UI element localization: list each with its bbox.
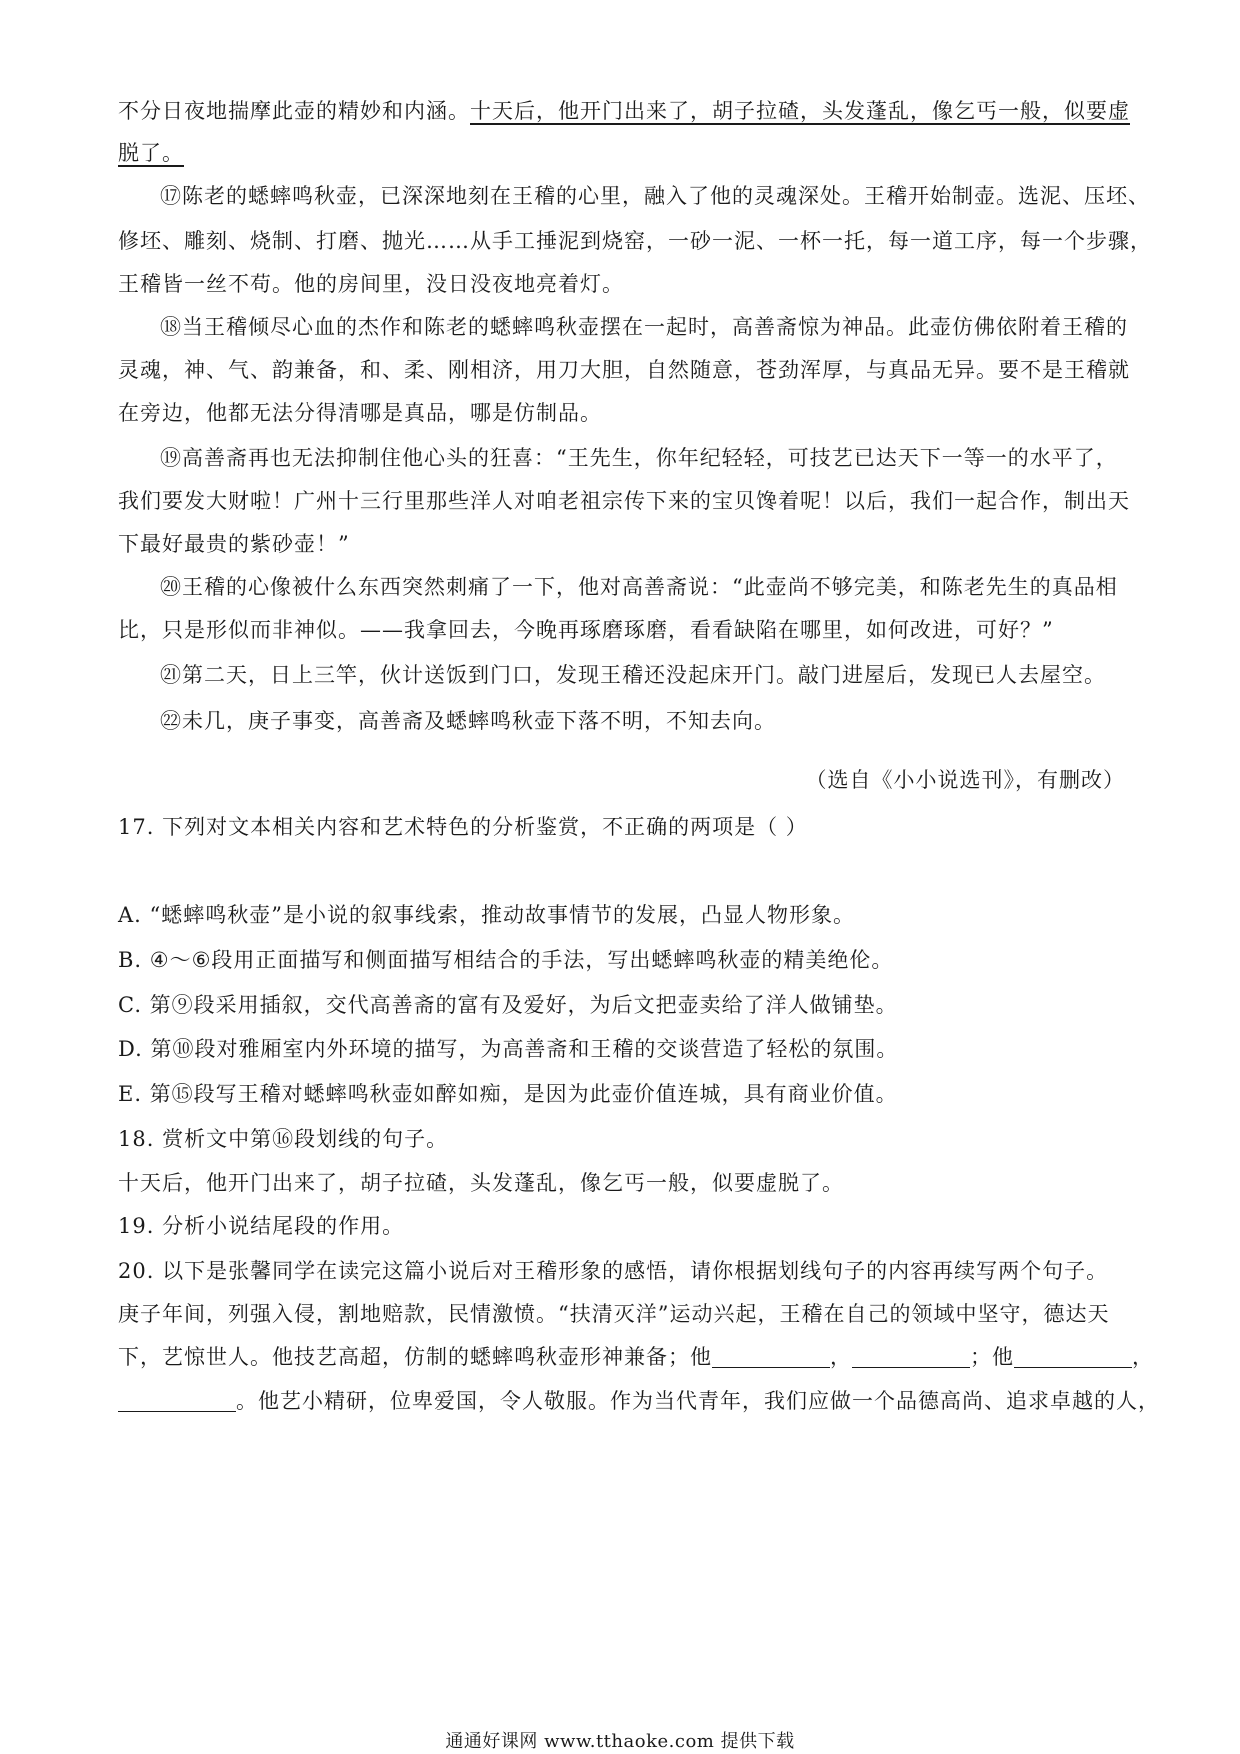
question-20-line bbox=[118, 1342, 1154, 1372]
passage-line bbox=[118, 138, 1128, 168]
passage-text: 不分日夜地揣摩此壶的精妙和内涵。 bbox=[118, 99, 470, 123]
paragraph-18-line: 在旁边，他都无法分得清哪是真品，哪是仿制品。 bbox=[118, 401, 602, 425]
paragraph-17-line: 王稽皆一丝不苟。他的房间里，没日没夜地亮着灯。 bbox=[118, 272, 624, 296]
question-20-text: ， bbox=[1132, 1345, 1154, 1369]
paragraph-19-line: ⑲高善斋再也无法抑制住他心头的狂喜：“王先生，你年纪轻轻，可技艺已达天下一等一的水平了， bbox=[160, 446, 1118, 470]
paragraph-21: ㉑第二天，日上三竿，伙计送饭到门口，发现王稽还没起床开门。敲门进屋后，发现已人去屋空。 bbox=[160, 663, 1106, 687]
underlined-sentence: 十天后，他开门出来了，胡子拉碴，头发蓬乱，像乞丐一般，似要虚 bbox=[470, 99, 1130, 123]
paragraph-17-line: ⑰陈老的蟋蟀鸣秋壶，已深深地刻在王稽的心里，融入了他的灵魂深处。王稽开始制壶。选泥、压坯、 bbox=[160, 184, 1150, 208]
question-18-stem: 18. 赏析文中第⑯段划线的句子。 bbox=[118, 1127, 449, 1151]
answer-blank[interactable] bbox=[852, 1365, 970, 1368]
passage-line bbox=[118, 96, 1128, 126]
question-20-stem: 20. 以下是张馨同学在读完这篇小说后对王稽形象的感悟，请你根据划线句子的内容再续写两个句子。 bbox=[118, 1259, 1109, 1283]
answer-blank[interactable] bbox=[118, 1409, 236, 1412]
paragraph-20-line: ⑳王稽的心像被什么东西突然刺痛了一下，他对高善斋说：“此壶尚不够完美，和陈老先生的真品相 bbox=[160, 575, 1118, 599]
question-20-line: 庚子年间，列强入侵，割地赔款，民情激愤。“扶清灭洋”运动兴起，王稽在自己的领域中坚守，德达天 bbox=[118, 1302, 1110, 1326]
question-20-text: ；他 bbox=[970, 1345, 1014, 1369]
question-17-option-d: D. 第⑩段对雅厢室内外环境的描写，为高善斋和王稽的交谈营造了轻松的氛围。 bbox=[118, 1037, 899, 1061]
paragraph-18-line: 灵魂，神、气、韵兼备，和、柔、刚相济，用刀大胆，自然随意，苍劲浑厚，与真品无异。要不是王稽就 bbox=[118, 358, 1130, 382]
paragraph-19-line: 我们要发大财啦！广州十三行里那些洋人对咱老祖宗传下来的宝贝馋着呢！以后，我们一起合作，制出天 bbox=[118, 489, 1130, 513]
question-17-option-b: B. ④～⑥段用正面描写和侧面描写相结合的手法，写出蟋蟀鸣秋壶的精美绝伦。 bbox=[118, 948, 894, 972]
question-20-text: 下，艺惊世人。他技艺高超，仿制的蟋蟀鸣秋壶形神兼备；他 bbox=[118, 1345, 712, 1369]
question-20-text: ， bbox=[830, 1345, 852, 1369]
page-footer: 通通好课网 www.tthaoke.com 提供下载 bbox=[445, 1731, 795, 1752]
source-citation: （选自《小小说选刊》，有删改） bbox=[805, 768, 1125, 792]
answer-blank[interactable] bbox=[712, 1365, 830, 1368]
question-19-stem: 19. 分析小说结尾段的作用。 bbox=[118, 1214, 405, 1238]
question-20-text: 。他艺小精研，位卑爱国，令人敬服。作为当代青年，我们应做一个品德高尚、追求卓越的人， bbox=[236, 1389, 1160, 1413]
question-17-option-e: E. 第⑮段写王稽对蟋蟀鸣秋壶如醉如痴，是因为此壶价值连城，具有商业价值。 bbox=[118, 1082, 898, 1106]
underlined-sentence: 脱了。 bbox=[118, 141, 184, 165]
question-17-option-c: C. 第⑨段采用插叙，交代高善斋的富有及爱好，为后文把壶卖给了洋人做铺垫。 bbox=[118, 993, 898, 1017]
question-17-stem: 17. 下列对文本相关内容和艺术特色的分析鉴赏，不正确的两项是（ ） bbox=[118, 815, 808, 839]
paragraph-22: ㉒未几，庚子事变，高善斋及蟋蟀鸣秋壶下落不明，不知去向。 bbox=[160, 709, 776, 733]
question-18-quote: 十天后，他开门出来了，胡子拉碴，头发蓬乱，像乞丐一般，似要虚脱了。 bbox=[118, 1171, 844, 1195]
question-20-line bbox=[118, 1386, 1160, 1416]
answer-blank[interactable] bbox=[1014, 1365, 1132, 1368]
paragraph-17-line: 修坯、雕刻、烧制、打磨、抛光……从手工捶泥到烧窑，一砂一泥、一杯一托，每一道工序，每一个步骤， bbox=[118, 229, 1152, 253]
paragraph-18-line: ⑱当王稽倾尽心血的杰作和陈老的蟋蟀鸣秋壶摆在一起时，高善斋惊为神品。此壶仿佛依附着王稽的 bbox=[160, 315, 1128, 339]
question-17-option-a: A. “蟋蟀鸣秋壶”是小说的叙事线索，推动故事情节的发展，凸显人物形象。 bbox=[118, 903, 855, 927]
paragraph-19-line: 下最好最贵的紫砂壶！” bbox=[118, 532, 350, 556]
paragraph-20-line: 比，只是形似而非神似。——我拿回去，今晚再琢磨琢磨，看看缺陷在哪里，如何改进，可好？” bbox=[118, 618, 1054, 642]
